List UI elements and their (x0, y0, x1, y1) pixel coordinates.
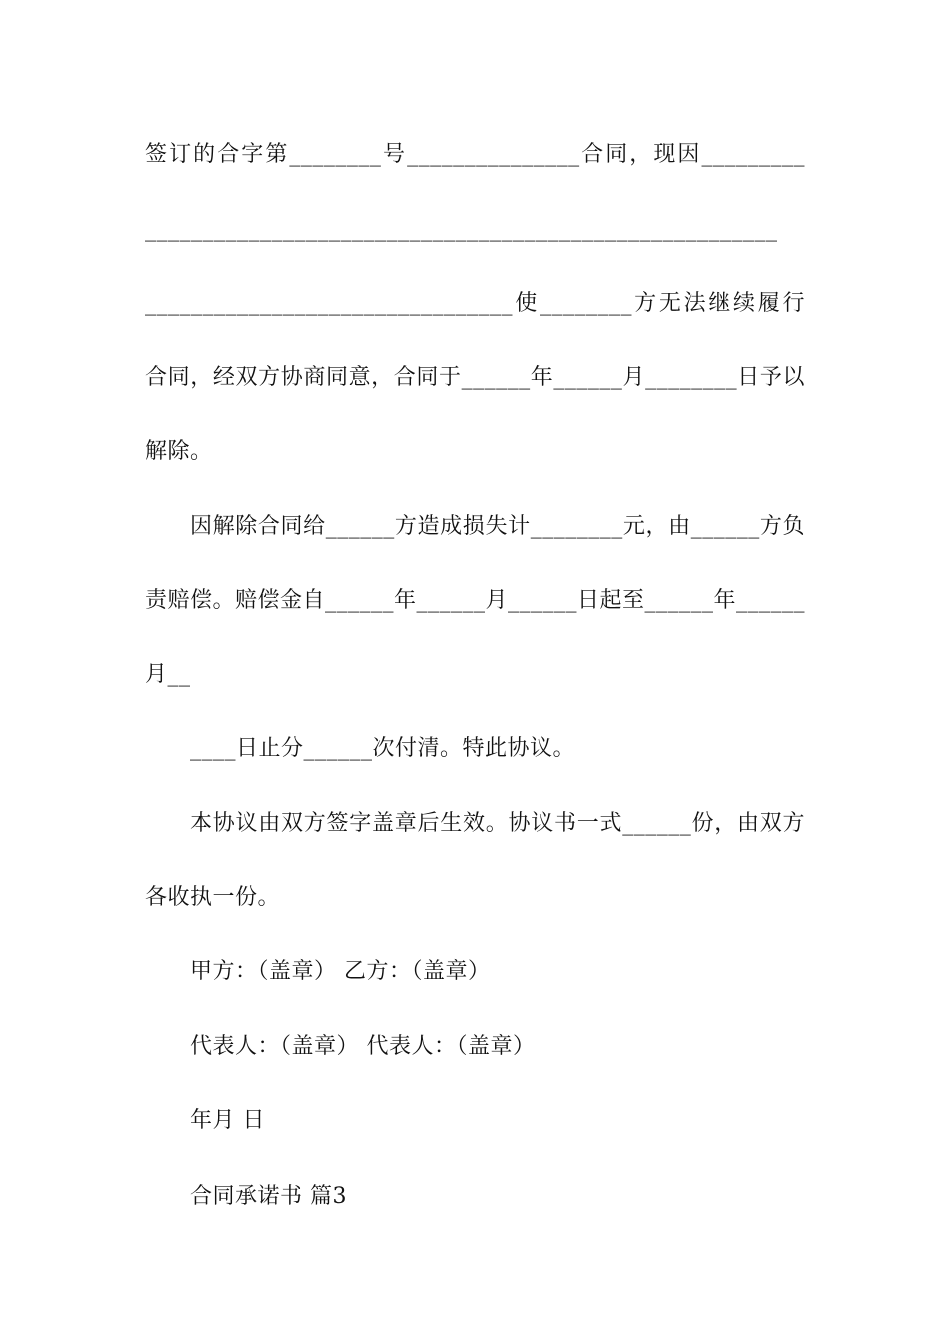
section-heading: 合同承诺书 篇3 (190, 1184, 347, 1209)
paragraph-line-6: 因解除合同给______方造成损失计________元，由______方负 (190, 514, 805, 539)
paragraph-line-2: _______________________________________________________ (145, 217, 778, 242)
paragraph-line-8: 月__ (145, 662, 191, 687)
date-line: 年月 日 (190, 1108, 265, 1133)
paragraph-line-5: 解除。 (145, 439, 213, 464)
signature-line-party: 甲方：（盖章） 乙方：（盖章） (190, 959, 491, 984)
paragraph-line-9: ____日止分______次付清。特此协议。 (190, 736, 576, 761)
paragraph-line-10: 本协议由双方签字盖章后生效。协议书一式______份，由双方 (190, 811, 805, 836)
paragraph-line-3: ________________________________使________方无法继续履行 (145, 291, 805, 316)
paragraph-line-4: 合同，经双方协商同意，合同于______年______月________日予以 (145, 365, 805, 390)
signature-line-representative: 代表人：（盖章） 代表人：（盖章） (190, 1034, 536, 1059)
paragraph-line-11: 各收执一份。 (145, 885, 281, 910)
paragraph-line-1: 签订的合字第________号_______________合同，现因_________ (145, 142, 805, 167)
paragraph-line-7: 责赔偿。赔偿金自______年______月______日起至______年______ (145, 588, 806, 613)
